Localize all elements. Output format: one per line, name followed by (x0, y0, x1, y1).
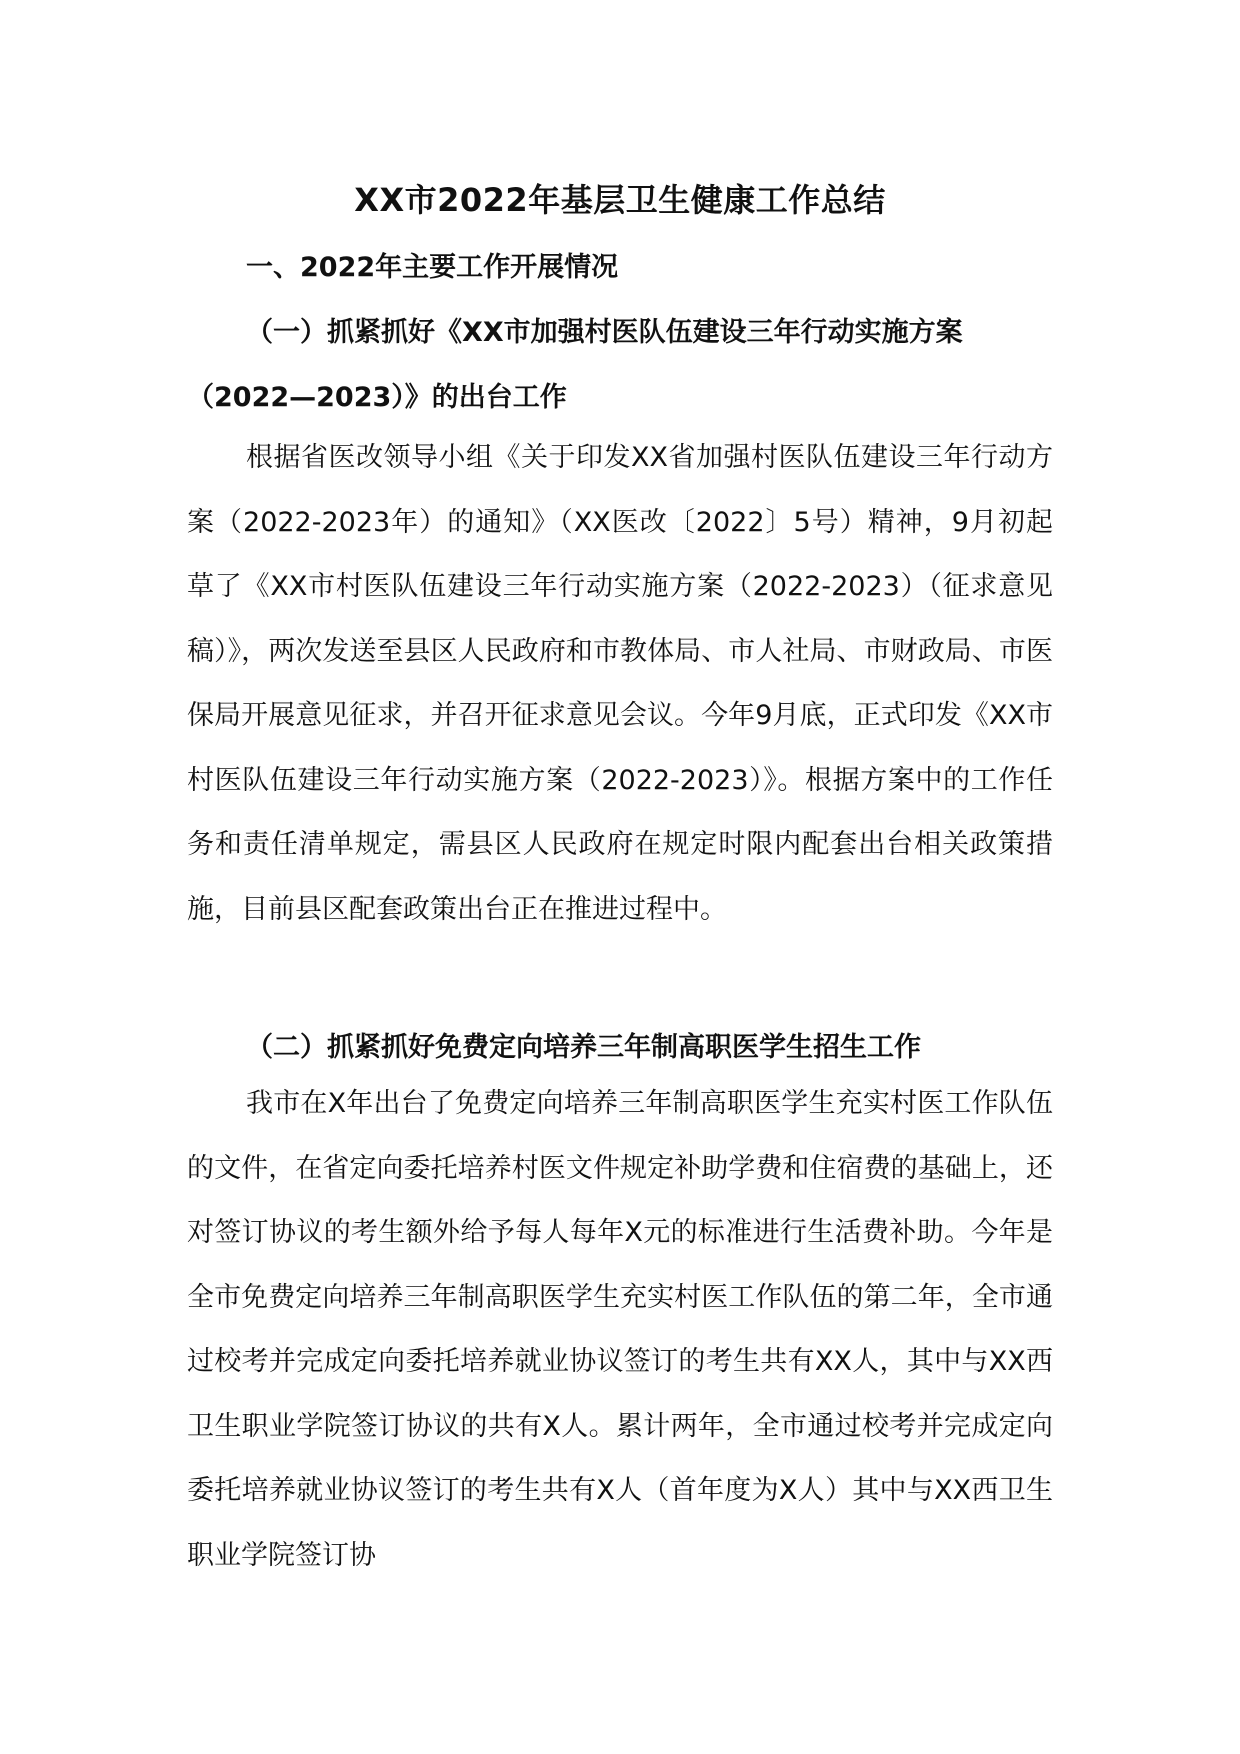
body-paragraph-1: 根据省医改领导小组《关于印发XX省加强村医队伍建设三年行动方案（2022-2023年）的通知》（XX医改〔2022〕5号）精神，9月初起草了《XX市村医队伍建设三年行动实施方案（2022-2023）（征求意见稿）》，两次发送至县区人民政府和市教体局、市人社局、市财政局、市医保局开展意见征求，并召开征求意见会议。今年9月底，正式印发《XX市村医队伍建设三年行动实施方案（2022-2023）》。根据方案中的工作任务和责任清单规定，需县区人民政府在规定时限内配套出台相关政策措施，目前县区配套政策出台正在推进过程中。 (187, 442, 1053, 925)
document-title: XX市2022年基层卫生健康工作总结 (354, 181, 886, 219)
section-heading: 一、2022年主要工作开展情况 (246, 252, 619, 283)
subsection-heading-1-line-1: （一）抓紧抓好《XX市加强村医队伍建设三年行动实施方案 (246, 317, 963, 348)
subsection-heading-2: （二）抓紧抓好免费定向培养三年制高职医学生招生工作 (246, 1032, 921, 1063)
body-paragraph-2: 我市在X年出台了免费定向培养三年制高职医学生充实村医工作队伍的文件，在省定向委托培养村医文件规定补助学费和住宿费的基础上，还对签订协议的考生额外给予每人每年X元的标准进行生活费补助。今年是全市免费定向培养三年制高职医学生充实村医工作队伍的第二年，全市通过校考并完成定向委托培养就业协议签订的考生共有XX人，其中与XX西卫生职业学院签订协议的共有X人。累计两年，全市通过校考并完成定向委托培养就业协议签订的考生共有X人（首年度为X人）其中与XX西卫生职业学院签订协 (187, 1088, 1053, 1571)
subsection-heading-1-line-2: （2022—2023）》的出台工作 (187, 382, 567, 413)
